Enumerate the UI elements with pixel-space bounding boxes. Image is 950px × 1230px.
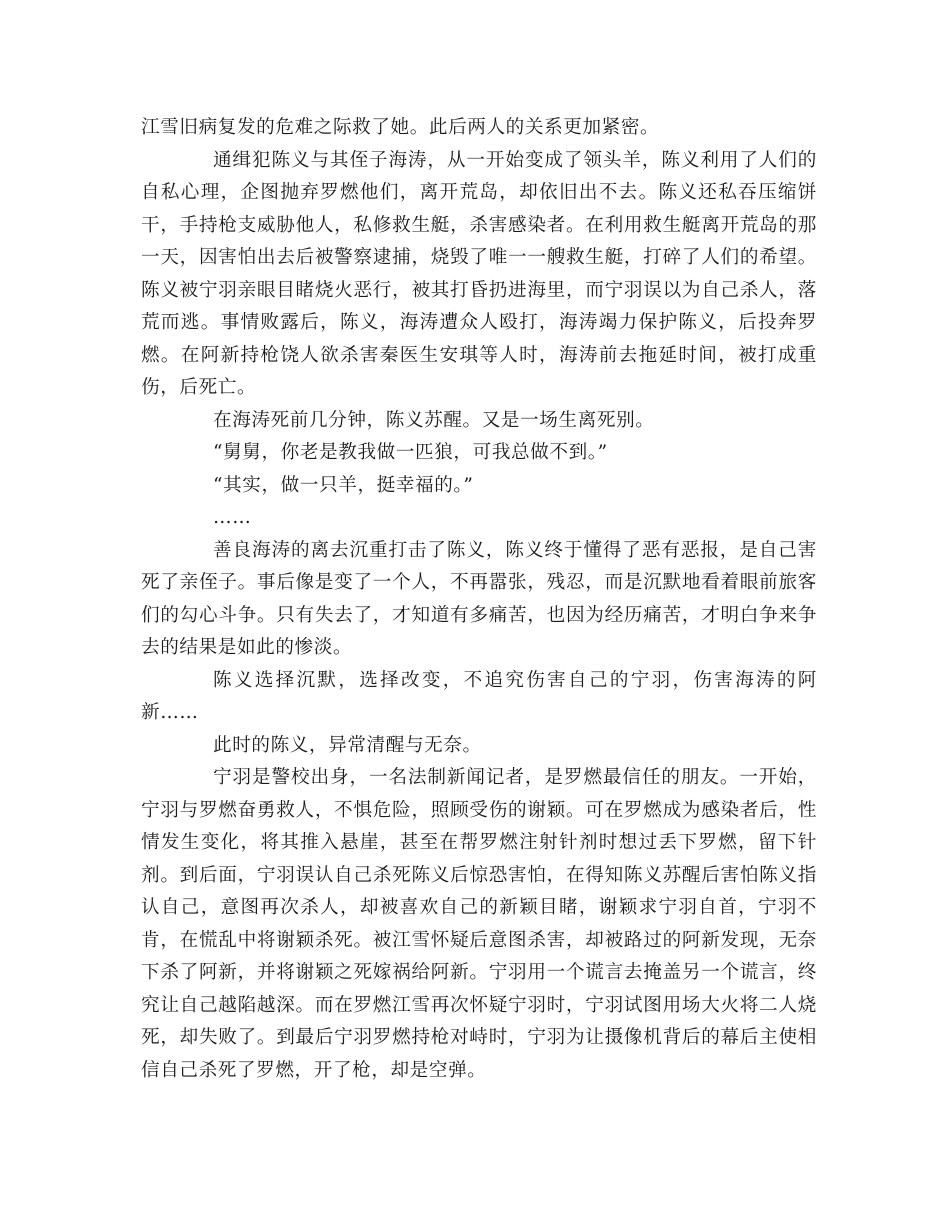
ellipsis-line: …… [213, 507, 252, 528]
paragraph: 宁羽是警校出身，一名法制新闻记者，是罗燃最信任的朋友。一开始，宁羽与罗燃奋勇救人，不惧危险，照顾受伤的谢颖。可在罗燃成为感染者后，性情发生变化，将其推入悬崖，甚至在帮罗燃注射针剂时想过丢下罗燃，留下针剂。到后面，宁羽误认自己杀死陈义后惊恐害怕，在得知陈义苏醒后害怕陈义指认自己，意图再次杀人，却被喜欢自己的新颖目睹，谢颖求宁羽自首，宁羽不肯，在慌乱中将谢颖杀死。被江雪怀疑后意图杀害，却被路过的阿新发现，无奈下杀了阿新，并将谢颖之死嫁祸给阿新。宁羽用一个谎言去掩盖另一个谎言，终究让自己越陷越深。而在罗燃江雪再次怀疑宁羽时，宁羽试图用场大火将二人烧死，却失败了。到最后宁羽罗燃持枪对峙时，宁羽为让摄像机背后的幕后主使相信自己杀死了罗燃，开了枪，却是空弹。 [141, 767, 817, 1081]
body-text [141, 112, 817, 1087]
dialogue-line: “其实，做一只羊，挺幸福的。” [213, 474, 474, 496]
dialogue-line: “舅舅，你老是教我做一匹狼，可我总做不到。” [213, 442, 608, 463]
paragraph: 善良海涛的离去沉重打击了陈义，陈义终于懂得了恶有恶报，是自己害死了亲侄子。事后像是变了一个人，不再嚣张，残忍，而是沉默地看着眼前旅客们的勾心斗争。只有失去了，才知道有多痛苦，也因为经历痛苦，才明白争来争去的结果是如此的惨淡。 [141, 539, 817, 658]
paragraph: 江雪旧病复发的危难之际救了她。此后两人的关系更加紧密。 [141, 117, 660, 138]
paragraph: 陈义选择沉默，选择改变，不追究伤害自己的宁羽，伤害海涛的阿新…… [141, 669, 817, 723]
paragraph: 通缉犯陈义与其侄子海涛，从一开始变成了领头羊，陈义利用了人们的自私心理，企图抛弃罗燃他们，离开荒岛，却依旧出不去。陈义还私吞压缩饼干，手持枪支威胁他人，私修救生艇，杀害感染者。在利用救生艇离开荒岛的那一天，因害怕出去后被警察逮捕，烧毁了唯一一艘救生艇，打碎了人们的希望。陈义被宁羽亲眼目睹烧火恶行，被其打昏扔进海里，而宁羽误以为自己杀人，落荒而逃。事情败露后，陈义，海涛遭众人殴打，海涛竭力保护陈义，后投奔罗燃。在阿新持枪饶人欲杀害秦医生安琪等人时，海涛前去拖延时间，被打成重伤，后死亡。 [141, 149, 817, 398]
paragraph: 在海涛死前几分钟，陈义苏醒。又是一场生离死别。 [213, 409, 655, 431]
paragraph: 此时的陈义，异常清醒与无奈。 [213, 734, 482, 756]
